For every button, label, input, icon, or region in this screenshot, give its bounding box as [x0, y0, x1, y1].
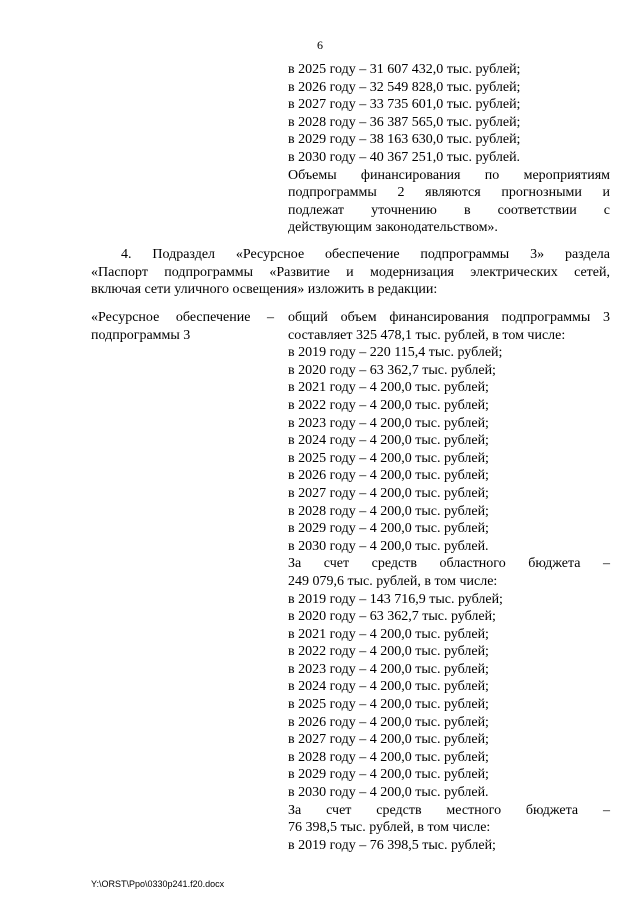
note-line: действующим законодательством».: [288, 220, 498, 236]
file-path-footer: Y:\ORST\Ppo\0330p241.f20.docx: [91, 879, 225, 889]
local-budget-heading: За счет средств местного бюджета –: [288, 802, 610, 818]
note-line: Объемы финансирования по мероприятиям: [288, 167, 610, 183]
paragraph-line: включая сети уличного освещения» изложить в редакции:: [91, 282, 438, 298]
resource-label-line: подпрограммы 3: [91, 327, 191, 343]
year-line: в 2025 году – 4 200,0 тыс. рублей;: [288, 697, 489, 713]
year-line: в 2028 году – 4 200,0 тыс. рублей;: [288, 749, 489, 765]
regional-budget-total: 249 079,6 тыс. рублей, в том числе:: [288, 573, 498, 589]
year-line: в 2023 году – 4 200,0 тыс. рублей;: [288, 661, 489, 677]
amendment-paragraph: [91, 246, 610, 299]
year-line: в 2029 году – 4 200,0 тыс. рублей;: [288, 767, 489, 783]
year-line: в 2021 году – 4 200,0 тыс. рублей;: [288, 380, 489, 396]
resource-section: [91, 309, 610, 853]
year-line: в 2019 году – 143 716,9 тыс. рублей;: [288, 591, 503, 607]
paragraph-line: 4. Подраздел «Ресурсное обеспечение подпрограммы 3» раздела: [121, 247, 610, 262]
year-line: в 2027 году – 4 200,0 тыс. рублей;: [288, 485, 489, 501]
year-line: в 2021 году – 4 200,0 тыс. рублей;: [288, 626, 489, 642]
year-line: в 2019 году – 220 115,4 тыс. рублей;: [288, 345, 503, 361]
note-line: подпрограммы 2 являются прогнозными и: [288, 185, 610, 201]
regional-budget-heading: За счет средств областного бюджета –: [288, 556, 610, 572]
paragraph-line: «Паспорт подпрограммы «Развитие и модернизация электрических сетей,: [91, 264, 610, 280]
year-line: в 2030 году – 40 367 251,0 тыс. рублей.: [288, 149, 521, 165]
total-line: составляет 325 478,1 тыс. рублей, в том числе:: [288, 327, 566, 343]
local-budget-total: 76 398,5 тыс. рублей, в том числе:: [288, 820, 491, 836]
year-line: в 2027 году – 4 200,0 тыс. рублей;: [288, 732, 489, 748]
year-line: в 2025 году – 4 200,0 тыс. рублей;: [288, 450, 489, 466]
year-line: в 2030 году – 4 200,0 тыс. рублей.: [288, 785, 489, 801]
year-line: в 2028 году – 36 387 565,0 тыс. рублей;: [288, 114, 521, 130]
year-line: в 2024 году – 4 200,0 тыс. рублей;: [288, 679, 489, 695]
year-line: в 2020 году – 63 362,7 тыс. рублей;: [288, 362, 496, 378]
year-line: в 2020 году – 63 362,7 тыс. рублей;: [288, 609, 496, 625]
total-line: общий объем финансирования подпрограммы 3: [288, 310, 610, 325]
resource-label-line: «Ресурсное обеспечение –: [91, 310, 274, 325]
note-line: подлежат уточнению в соответствии с: [288, 202, 610, 218]
year-line: в 2023 году – 4 200,0 тыс. рублей;: [288, 415, 489, 431]
page-number: 6: [317, 38, 323, 52]
year-line: в 2029 году – 4 200,0 тыс. рублей;: [288, 521, 489, 537]
year-line: в 2026 году – 32 549 828,0 тыс. рублей;: [288, 79, 521, 95]
year-line: в 2022 году – 4 200,0 тыс. рублей;: [288, 644, 489, 660]
top-funding-block: [288, 61, 610, 237]
year-line: в 2025 году – 31 607 432,0 тыс. рублей;: [288, 62, 521, 77]
resource-label: [91, 309, 274, 344]
year-line: в 2022 году – 4 200,0 тыс. рублей;: [288, 397, 489, 413]
resource-body: [288, 309, 610, 854]
year-line: в 2028 году – 4 200,0 тыс. рублей;: [288, 503, 489, 519]
year-line: в 2026 году – 4 200,0 тыс. рублей;: [288, 468, 489, 484]
year-line: в 2029 году – 38 163 630,0 тыс. рублей;: [288, 132, 521, 148]
year-line: в 2030 году – 4 200,0 тыс. рублей.: [288, 538, 489, 554]
year-line: в 2026 году – 4 200,0 тыс. рублей;: [288, 714, 489, 730]
year-line: в 2027 году – 33 735 601,0 тыс. рублей;: [288, 97, 521, 113]
year-line: в 2019 году – 76 398,5 тыс. рублей;: [288, 837, 496, 853]
year-line: в 2024 году – 4 200,0 тыс. рублей;: [288, 433, 489, 449]
